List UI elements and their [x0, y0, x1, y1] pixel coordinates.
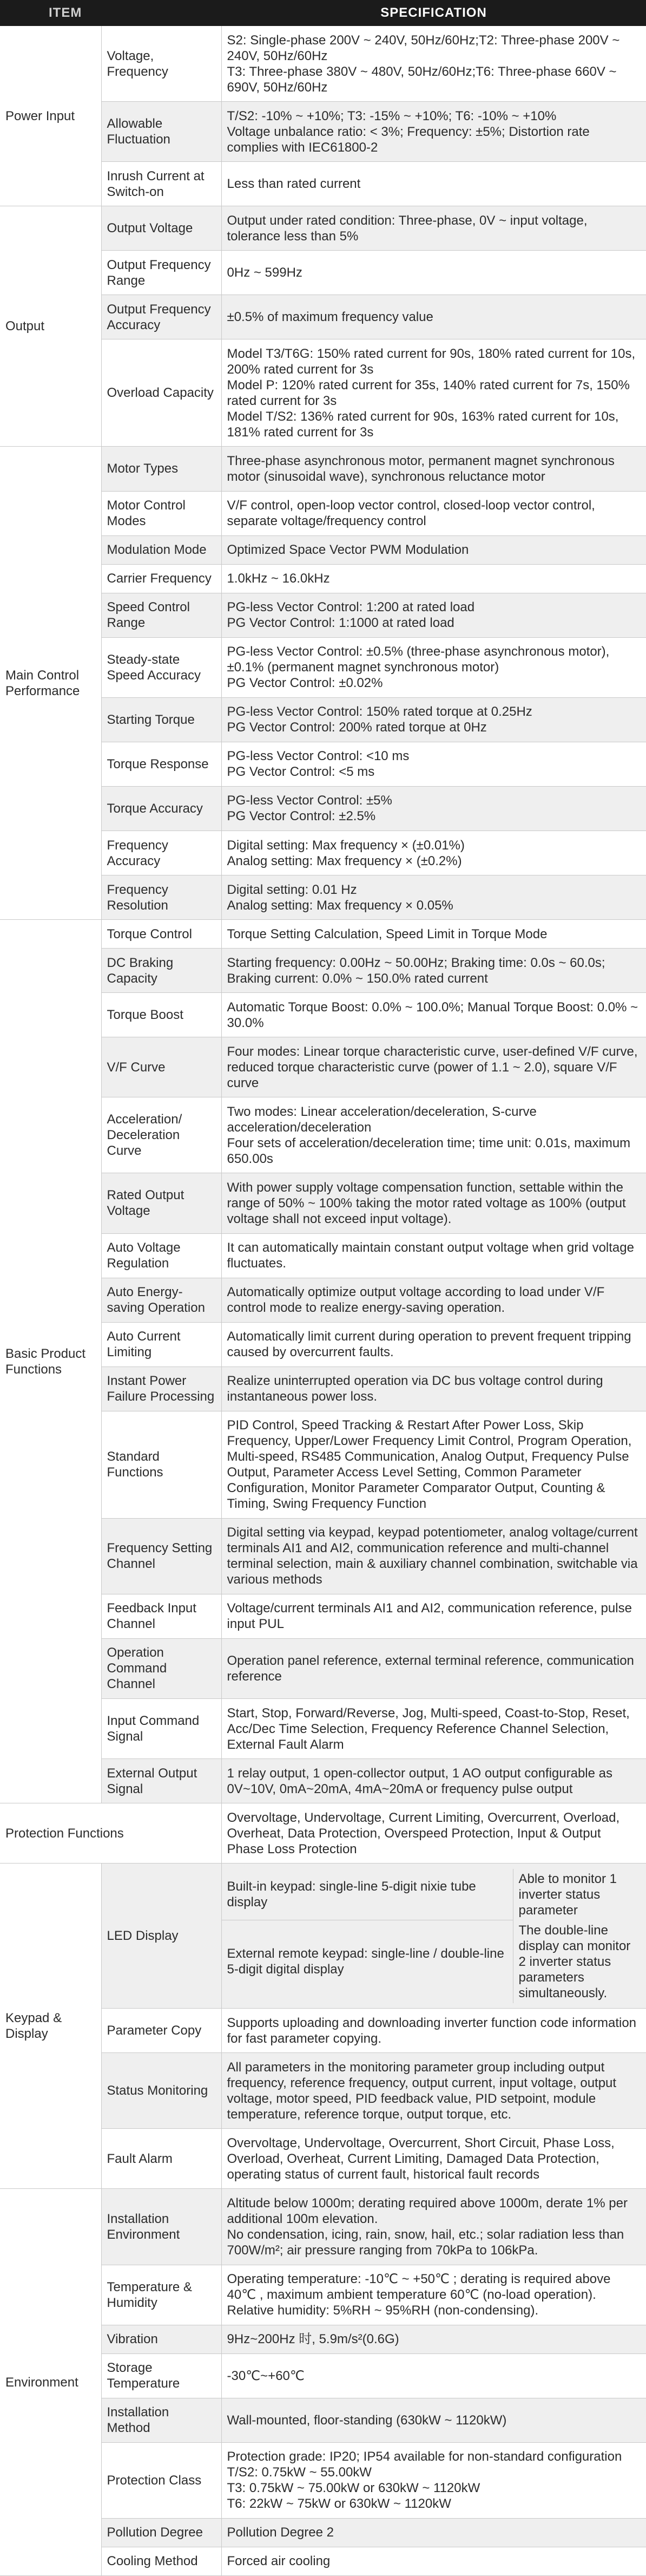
spec-line: 1.0kHz ~ 16.0kHz — [227, 571, 330, 586]
spec-line: V/F control, open-loop vector control, closed-loop vector control, separate voltage/frequency control — [227, 498, 599, 529]
table-header — [0, 0, 646, 26]
spec-cell — [221, 2129, 646, 2189]
spec-cell — [221, 564, 646, 593]
spec-line: Starting frequency: 0.00Hz ~ 50.00Hz; Braking time: 0.0s ~ 60.0s; Braking current: 0.0% ~ 150.0% rated current — [227, 955, 609, 986]
spec-cell — [221, 993, 646, 1037]
spec-line: Voltage/current terminals AI1 and AI2, communication reference, pulse input PUL — [227, 1601, 636, 1632]
spec-line: Optimized Space Vector PWM Modulation — [227, 542, 469, 558]
spec-line: Model P: 120% rated current for 35s, 140% rated current for 7s, 150% rated current for 3s — [227, 377, 634, 408]
spec-cell — [221, 2189, 646, 2265]
item-label: Feedback Input Channel — [101, 1594, 221, 1638]
spec-cell — [221, 2265, 646, 2325]
spec-line: Relative humidity: 5%RH ~ 95%RH (non-condensing). — [227, 2303, 539, 2318]
spec-line: PG-less Vector Control: 150% rated torque at 0.25Hz — [227, 704, 532, 720]
spec-line: Protection grade: IP20; IP54 available for non-standard configuration — [227, 2449, 622, 2464]
spec-cell — [221, 1278, 646, 1322]
item-label: Torque Accuracy — [101, 786, 221, 831]
spec-line: S2: Single-phase 200V ~ 240V, 50Hz/60Hz;T2: Three-phase 200V ~ 240V, 50Hz/60Hz — [227, 32, 624, 63]
spec-cell — [221, 1322, 646, 1367]
spec-cell — [221, 920, 646, 949]
spec-line: PID Control, Speed Tracking & Restart After Power Loss, Skip Frequency, Upper/Lower Frequency Limit Control, Program Operation, Multi-speed, RS485 Communication, Analog Output, Frequency Pulse Output, Parameter Access Level Setting, Common Parameter Configuration, Monitor Parameter Comparator Output, Counting & Timing, Swing Frequency Function — [227, 1418, 636, 1512]
item-label: Allowable Fluctuation — [101, 102, 221, 162]
spec-cell — [221, 339, 646, 447]
spec-line: Supports uploading and downloading inverter function code information for fast parameter copying. — [227, 2015, 640, 2046]
led-display-cell — [221, 1864, 646, 2009]
item-label: Starting Torque — [101, 697, 221, 742]
table-row — [0, 2189, 646, 2265]
spec-line: No condensation, icing, rain, snow, hail, etc.; solar radiation less than 700W/m²; air pressure ranging from 70kPa to 106kPa. — [227, 2227, 628, 2258]
table-row — [0, 1803, 646, 1864]
table-body — [0, 26, 646, 2575]
item-label: Auto Voltage Regulation — [101, 1233, 221, 1278]
spec-cell — [221, 447, 646, 491]
spec-cell — [221, 1097, 646, 1173]
spec-line: Analog setting: Max frequency × 0.05% — [227, 898, 453, 913]
spec-line: Output under rated condition: Three-phase, 0V ~ input voltage, tolerance less than 5% — [227, 213, 591, 244]
spec-cell — [221, 2053, 646, 2129]
spec-line: Automatic Torque Boost: 0.0% ~ 100.0%; Manual Torque Boost: 0.0% ~ 30.0% — [227, 999, 642, 1030]
item-label: Vibration — [101, 2325, 221, 2353]
spec-cell — [221, 102, 646, 162]
spec-line: 1 relay output, 1 open-collector output, 1 AO output configurable as 0V~10V, 0mA~20mA, 4mA~20mA or frequency pulse output — [227, 1766, 616, 1796]
spec-cell — [221, 535, 646, 564]
spec-line: T6: 22kW ~ 75kW or 630kW ~ 1120kW — [227, 2496, 451, 2512]
spec-line: Operation panel reference, external terminal reference, communication reference — [227, 1653, 638, 1684]
spec-line: Digital setting: Max frequency × (±0.01%) — [227, 838, 465, 853]
item-label: Steady-state Speed Accuracy — [101, 637, 221, 697]
item-label: Frequency Accuracy — [101, 831, 221, 875]
spec-cell — [221, 1411, 646, 1518]
item-label: Installation Method — [101, 2398, 221, 2442]
spec-cell — [221, 1803, 646, 1864]
item-label: Output Frequency Range — [101, 251, 221, 295]
category-output: Output — [0, 206, 101, 447]
spec-line: T/S2: -10% ~ +10%; T3: -15% ~ +10%; T6: -10% ~ +10% — [227, 108, 557, 123]
spec-line: Four sets of acceleration/deceleration time; time unit: 0.01s, maximum 650.00s — [227, 1135, 634, 1166]
spec-cell — [221, 491, 646, 535]
external-keypad-text: External remote keypad: single-line / double-line 5-digit digital display — [222, 1920, 513, 2003]
table-row — [0, 206, 646, 251]
item-label: Cooling Method — [101, 2547, 221, 2575]
category-protection-functions: Protection Functions — [0, 1803, 221, 1864]
item-label: Torque Boost — [101, 993, 221, 1037]
item-label: Overload Capacity — [101, 339, 221, 447]
spec-line: Digital setting: 0.01 Hz — [227, 882, 357, 897]
spec-cell — [221, 206, 646, 251]
item-label: Auto Energy-saving Operation — [101, 1278, 221, 1322]
item-label: External Output Signal — [101, 1759, 221, 1803]
item-label: Voltage, Frequency — [101, 26, 221, 102]
item-label: Torque Response — [101, 742, 221, 786]
spec-line: PG Vector Control: <5 ms — [227, 764, 375, 780]
item-label: Installation Environment — [101, 2189, 221, 2265]
spec-cell — [221, 2518, 646, 2547]
table-row — [0, 26, 646, 102]
spec-line: All parameters in the monitoring parameter group including output frequency, reference frequency, output current, input voltage, output voltage, motor speed, PID feedback value, PID setpoint, module temperature, reference torque, output torque, etc. — [227, 2060, 620, 2122]
spec-cell — [221, 1173, 646, 1233]
item-label: Protection Class — [101, 2442, 221, 2518]
spec-line: Analog setting: Max frequency × (±0.2%) — [227, 853, 462, 868]
category-basic-product-functions: Basic Product Functions — [0, 920, 101, 1803]
spec-cell — [221, 697, 646, 742]
spec-line: Less than rated current — [227, 176, 361, 192]
spec-line: T3: Three-phase 380V ~ 480V, 50Hz/60Hz;T6: Three-phase 660V ~ 690V, 50Hz/60Hz — [227, 64, 621, 95]
item-label: DC Braking Capacity — [101, 949, 221, 993]
spec-line: Wall-mounted, floor-standing (630kW ~ 1120kW) — [227, 2412, 507, 2428]
spec-line: -30℃~+60℃ — [227, 2368, 305, 2383]
spec-line: PG-less Vector Control: ±5% — [227, 793, 392, 808]
spec-cell — [221, 1759, 646, 1803]
spec-line: Model T3/T6G: 150% rated current for 90s, 180% rated current for 10s, 200% rated current for 3s — [227, 346, 639, 377]
builtin-keypad-text: Built-in keypad: single-line 5-digit nixie tube display — [222, 1869, 513, 1920]
spec-cell — [221, 2009, 646, 2053]
item-label: Output Voltage — [101, 206, 221, 251]
item-label: Motor Control Modes — [101, 491, 221, 535]
spec-line: Overvoltage, Undervoltage, Overcurrent, Short Circuit, Phase Loss, Overload, Overheat, Current Limiting, Damaged Data Protection, operating status of current fault, historical fault records — [227, 2135, 618, 2182]
spec-cell — [221, 1518, 646, 1594]
spec-line: ±0.5% of maximum frequency value — [227, 310, 433, 325]
table-row — [0, 1864, 646, 2009]
led-display-subtable — [222, 1869, 646, 2003]
table-row — [0, 920, 646, 949]
spec-cell — [221, 2325, 646, 2353]
spec-line: Four modes: Linear torque characteristic curve, user-defined V/F curve, reduced torque characteristic curve (power of 1.1 ~ 2.0), square V/F curve — [227, 1044, 642, 1090]
spec-line: Two modes: Linear acceleration/deceleration, S-curve acceleration/deceleration — [227, 1104, 540, 1135]
spec-line: Start, Stop, Forward/Reverse, Jog, Multi-speed, Coast-to-Stop, Reset, Acc/Dec Time Selection, Frequency Reference Channel Selection, External Fault Alarm — [227, 1705, 633, 1752]
spec-line: Forced air cooling — [227, 2554, 331, 2569]
spec-line: Altitude below 1000m; derating required above 1000m, derate 1% per additional 100m elevation. — [227, 2195, 631, 2226]
item-label: Modulation Mode — [101, 535, 221, 564]
spec-cell — [221, 1037, 646, 1097]
item-label: Torque Control — [101, 920, 221, 949]
spec-cell — [221, 26, 646, 102]
item-label: Pollution Degree — [101, 2518, 221, 2547]
item-label: Speed Control Range — [101, 593, 221, 637]
spec-cell — [221, 295, 646, 339]
spec-cell — [221, 2353, 646, 2398]
item-label: Temperature & Humidity — [101, 2265, 221, 2325]
spec-line: Three-phase asynchronous motor, permanent magnet synchronous motor (sinusoidal wave), synchronous reluctance motor — [227, 453, 618, 484]
monitor-two-text: The double-line display can monitor 2 inverter status parameters simultaneously. — [518, 1923, 631, 2000]
table-row — [0, 447, 646, 491]
item-label: Status Monitoring — [101, 2053, 221, 2129]
item-label: Frequency Setting Channel — [101, 1518, 221, 1594]
item-label: V/F Curve — [101, 1037, 221, 1097]
item-label: Carrier Frequency — [101, 564, 221, 593]
spec-cell — [221, 1367, 646, 1411]
spec-cell — [221, 637, 646, 697]
spec-line: Digital setting via keypad, keypad potentiometer, analog voltage/current terminals AI1 and AI2, communication reference and multi-channel terminal selection, main & auxiliary channel combination, switchable via various methods — [227, 1525, 642, 1587]
spec-cell — [221, 251, 646, 295]
spec-cell — [221, 162, 646, 206]
spec-line: It can automatically maintain constant output voltage when grid voltage fluctuates. — [227, 1240, 638, 1271]
monitor-one-text: Able to monitor 1 inverter status parameter — [518, 1871, 617, 1918]
item-label: Operation Command Channel — [101, 1638, 221, 1698]
item-label: LED Display — [101, 1864, 221, 2009]
spec-cell — [221, 593, 646, 637]
category-keypad-display: Keypad & Display — [0, 1864, 101, 2189]
spec-line: With power supply voltage compensation function, settable within the range of 50% ~ 100% taking the motor rated voltage as 100% (output voltage shall not exceed input voltage). — [227, 1180, 630, 1226]
spec-cell — [221, 1233, 646, 1278]
category-main-control-performance: Main Control Performance — [0, 447, 101, 920]
spec-line: PG-less Vector Control: 1:200 at rated load — [227, 600, 475, 615]
category-environment: Environment — [0, 2189, 101, 2576]
spec-line: 0Hz ~ 599Hz — [227, 265, 302, 280]
spec-line: PG-less Vector Control: ±0.5% (three-phase asynchronous motor), ±0.1% (permanent magnet synchronous motor) — [227, 644, 614, 675]
spec-cell — [221, 831, 646, 875]
spec-line: Torque Setting Calculation, Speed Limit in Torque Mode — [227, 926, 548, 942]
spec-cell — [221, 875, 646, 920]
spec-line: Model T/S2: 136% rated current for 90s, 163% rated current for 10s, 181% rated current for 3s — [227, 409, 623, 440]
spec-line: Pollution Degree 2 — [227, 2525, 334, 2540]
item-label: Inrush Current at Switch-on — [101, 162, 221, 206]
spec-line: PG Vector Control: ±2.5% — [227, 809, 376, 824]
category-power-input: Power Input — [0, 26, 101, 206]
spec-line: Operating temperature: -10℃ ~ +50℃ ; derating is required above 40℃ , maximum ambient temperature 60℃ (no-load operation). — [227, 2272, 615, 2303]
spec-cell — [221, 1699, 646, 1759]
item-label: Output Frequency Accuracy — [101, 295, 221, 339]
specification-column-header: SPECIFICATION — [221, 0, 646, 26]
spec-cell — [221, 2398, 646, 2442]
spec-line: Voltage unbalance ratio: < 3%; Frequency: ±5%; Distortion rate complies with IEC61800-2 — [227, 124, 594, 155]
spec-line: Overvoltage, Undervoltage, Current Limiting, Overcurrent, Overload, Overheat, Data Protection, Overspeed Protection, Input & Output Phase Loss Protection — [227, 1810, 623, 1856]
spec-cell — [221, 2547, 646, 2575]
item-label: Storage Temperature — [101, 2353, 221, 2398]
spec-line: 9Hz~200Hz 时, 5.9m/s²(0.6G) — [227, 2332, 399, 2347]
item-column-header: ITEM — [0, 0, 221, 26]
spec-line: T/S2: 0.75kW ~ 55.00kW — [227, 2465, 372, 2480]
item-label: Parameter Copy — [101, 2009, 221, 2053]
spec-line: T3: 0.75kW ~ 75.00kW or 630kW ~ 1120kW — [227, 2481, 480, 2496]
item-label: Acceleration/ Deceleration Curve — [101, 1097, 221, 1173]
spec-line: Realize uninterrupted operation via DC bus voltage control during instantaneous power loss. — [227, 1374, 607, 1404]
spec-line: Automatically limit current during operation to prevent frequent tripping caused by overcurrent faults. — [227, 1329, 635, 1360]
spec-cell — [221, 2442, 646, 2518]
spec-line: PG Vector Control: 200% rated torque at 0Hz — [227, 720, 487, 735]
spec-cell — [221, 1638, 646, 1698]
item-label: Input Command Signal — [101, 1699, 221, 1759]
spec-line: PG Vector Control: 1:1000 at rated load — [227, 616, 454, 631]
item-label: Fault Alarm — [101, 2129, 221, 2189]
spec-line: PG-less Vector Control: <10 ms — [227, 749, 410, 764]
item-label: Rated Output Voltage — [101, 1173, 221, 1233]
spec-cell — [221, 1594, 646, 1638]
spec-line: PG Vector Control: ±0.02% — [227, 676, 383, 691]
spec-line: Automatically optimize output voltage according to load under V/F control mode to realize energy-saving operation. — [227, 1285, 608, 1316]
item-label: Instant Power Failure Processing — [101, 1367, 221, 1411]
spec-cell — [221, 786, 646, 831]
item-label: Motor Types — [101, 447, 221, 491]
spec-cell — [221, 742, 646, 786]
item-label: Standard Functions — [101, 1411, 221, 1518]
item-label: Auto Current Limiting — [101, 1322, 221, 1367]
item-label: Frequency Resolution — [101, 875, 221, 920]
spec-cell — [221, 949, 646, 993]
